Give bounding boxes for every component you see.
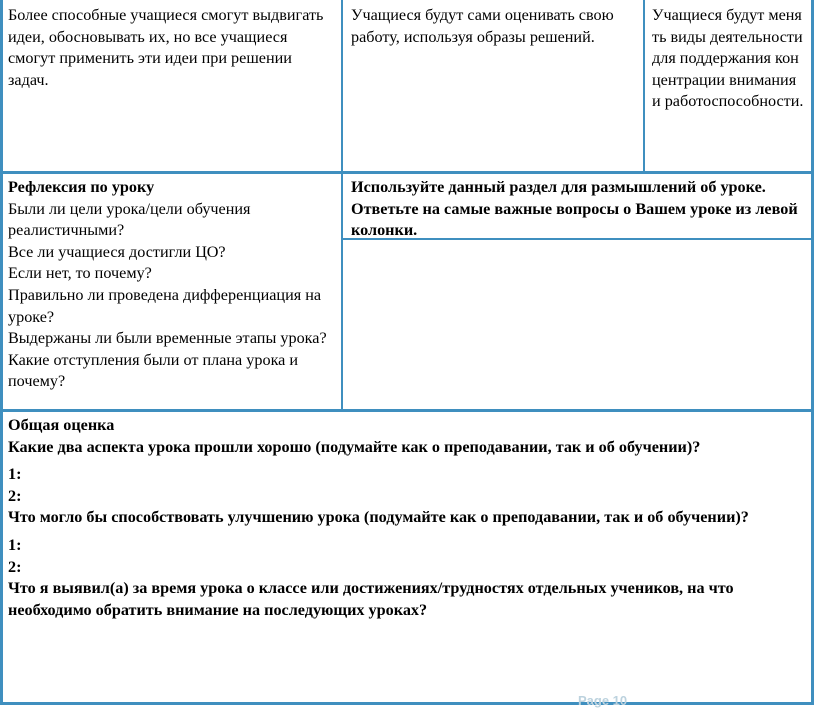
summary-cell (8, 415, 804, 621)
reflection-instruction-cell (351, 177, 801, 242)
summary-question-3: Что я выявил(а) за время урока о классе или достижениях/трудностях отдельных учеников, на что необходимо обратить внимание на последующих уроках? (8, 579, 734, 619)
reflection-question-4: Правильно ли проведена дифференциация на уроке? (8, 285, 322, 326)
reflection-question-2: Все ли учащиеся достигли ЦО? (8, 242, 226, 261)
reflection-question-6: Какие отступления были от плана урока и почему? (8, 350, 299, 391)
summary-q2-item-1: 1: (8, 535, 22, 554)
row1-col3-cell (652, 5, 807, 113)
row1-col2-cell (351, 5, 631, 48)
reflection-question-1: Были ли цели урока/цели обучения реалистичными? (8, 199, 251, 240)
summary-heading: Общая оценка (8, 416, 115, 434)
summary-q1-item-1: 1: (8, 465, 22, 484)
reflection-instruction: Используйте данный раздел для размышлений об уроке. Ответьте на самые важные вопросы о Вашем уроке из левой колонки. (351, 178, 798, 240)
row1-col2-text: Учащиеся будут сами оценивать свою работу, используя образы решений. (351, 6, 614, 46)
row1-col1-text: Более способные учащиеся смогут выдвигать идеи, обосновывать их, но все учащиеся смогут применить эти идеи при решении задач. (8, 6, 324, 89)
summary-question-1: Какие два аспекта урока прошли хорошо (подумайте как о преподавании, так и об обучении)? (8, 437, 701, 456)
page-footer-mark: Page 10 (578, 693, 628, 708)
reflection-question-5: Выдержаны ли были временные этапы урока? (8, 329, 327, 348)
reflection-answer-area[interactable] (343, 240, 811, 409)
summary-q1-item-2: 2: (8, 486, 22, 505)
col2-divider (643, 0, 645, 173)
summary-q2-item-2: 2: (8, 557, 22, 576)
summary-question-2: Что могло бы способствовать улучшению урока (подумайте как о преподавании, так и об обучении)? (8, 508, 749, 527)
row1-col1-cell (8, 5, 328, 91)
table-border-right (811, 0, 814, 705)
reflection-cell (8, 177, 338, 393)
table-border-bottom (0, 702, 814, 705)
row1-col3-text: Учащиеся будут менять виды деятельности для поддержания концентрации внимания и работоспособности. (652, 6, 804, 111)
row2-divider (0, 409, 814, 412)
table-border-left (0, 0, 3, 705)
row1-divider (0, 171, 814, 174)
reflection-question-3: Если нет, то почему? (8, 264, 152, 283)
reflection-heading: Рефлексия по уроку (8, 178, 155, 196)
